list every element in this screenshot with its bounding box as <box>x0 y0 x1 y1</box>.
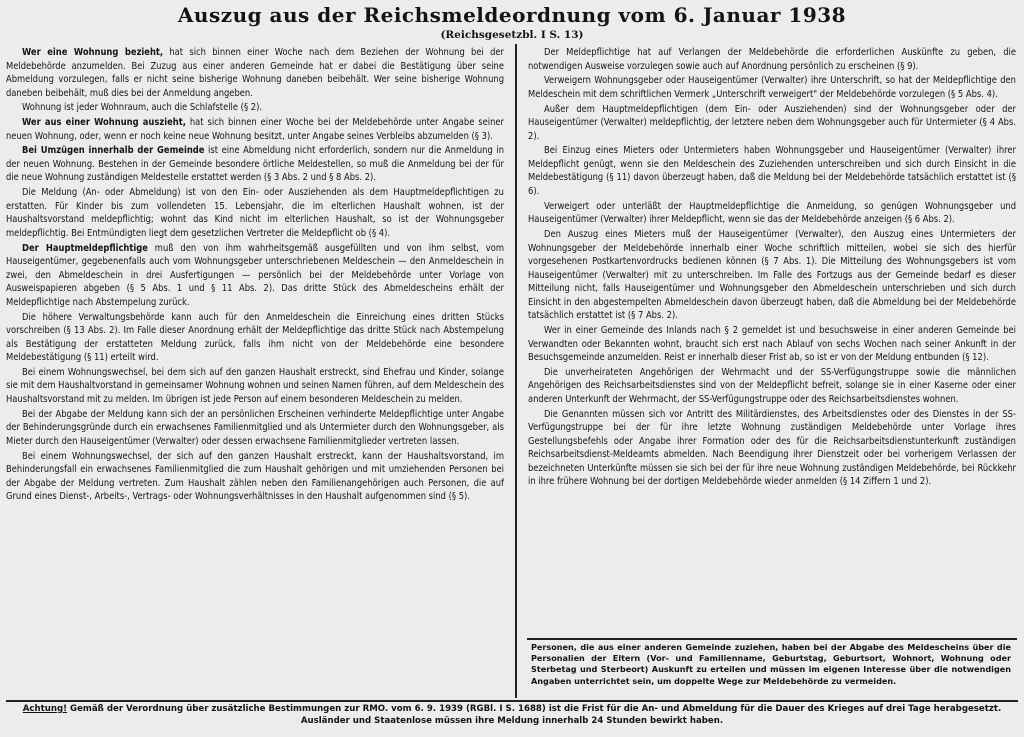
left-column <box>6 46 504 698</box>
paragraph-text: Außer dem Hauptmeldepflichtigen (dem Ein- oder Ausziehenden) sind der Wohnungsgeber oder der Hauseigentümer (Verwalter) meldepflichtig, der letztere neben dem Wohnungsgeber auch für Untermieter (§ 4 Abs. 2). <box>528 103 1016 142</box>
paragraph <box>528 103 1016 144</box>
paragraph <box>528 324 1016 365</box>
notice-box: Personen, die aus einer anderen Gemeinde zuziehen, haben bei der Abgabe des Meldescheins über die Personalien der Eltern (Vor- und Familienname, Geburtstag, Geburtsort, Wohnort, Wohnung oder Sterbetag und Sterbeort) Auskunft zu erteilen und müssen im eigenen Interesse über die notwendigen Angaben unterrichtet sein, um doppelte Wege zur Meldebehörde zu vermeiden. <box>531 642 1011 686</box>
footer-text: Gemäß der Verordnung über zusätzliche Bestimmungen zur RMO. vom 6. 9. 1939 (RGBl. I S. 1688) ist die Frist für die An- und Abmeldung für die Dauer des Krieges auf drei Tage herabgesetzt. Ausländer und Staatenlose müssen ihre Meldung innerhalb 24 Stunden bewirkt haben. <box>67 704 1002 726</box>
paragraph-text: Der Meldepflichtige hat auf Verlangen der Meldebehörde die erforderlichen Auskünfte zu geben, die notwendigen Ausweise vorzulegen sowie auch auf Anordnung persönlich zu erscheinen (§ 9). <box>528 47 1016 72</box>
paragraph <box>6 186 504 240</box>
right-column <box>528 46 1016 640</box>
notice-box-rule <box>527 638 1017 640</box>
paragraph <box>6 450 504 504</box>
paragraph-text: Verweigern Wohnungsgeber oder Hauseigentümer (Verwalter) ihre Unterschrift, so hat der Meldepflichtige den Meldeschein mit dem schriftlichen Vermerk „Unterschrift verweigert" der Meldebehörde vorzulegen (§ 5 Abs. 4). <box>528 75 1016 100</box>
paragraph-text: Verweigert oder unterläßt der Hauptmeldepflichtige die Anmeldung, so genügen Wohnungsgeber und Hauseigentümer (Verwalter) ihrer Meldepflicht, wenn sie das der Meldebehörde anzeigen (§ 6 Abs. 2). <box>528 200 1016 226</box>
paragraph <box>528 200 1016 227</box>
paragraph <box>6 46 504 100</box>
paragraph-text: Die Genannten müssen sich vor Antritt des Militärdienstes, des Arbeitsdienstes oder des Dienstes in der SS-Verfügungstruppe bei der für ihre letzte Wohnung zuständigen Meldebehörde unter Vorlage ihres Gestellungsbefehls oder Angabe ihrer Formation oder des für die Reichsarbeitsdienstunterkunft zuständigen Reichsarbeitsdienst-Meldeamts abmelden. Nach Beendigung ihrer Dienstzeit oder bei vorherigem Verlassen der bezeichneten Unterkünfte müssen sie sich bei der für ihre neue Wohnung zuständigen Meldebehörde, bei Rückkehr in ihre frühere Wohnung bei der dortigen Meldebehörde wieder anmelden (§ 14 Ziffern 1 und 2). <box>528 408 1016 488</box>
column-divider <box>515 44 517 698</box>
paragraph <box>528 366 1016 407</box>
paragraph <box>6 116 504 143</box>
paragraph-text: Bei Einzug eines Mieters oder Untermieters haben Wohnungsgeber und Hauseigentümer (Verwalter) ihrer Meldepflicht genügt, wenn sie den Meldeschein des Zuziehenden unterschreiben und sich durch Einsicht in die Meldebestätigung (§ 11) davon überzeugt haben, daß die Meldung bei der Meldebehörde tatsächlich erstattet ist (§ 6). <box>528 145 1016 198</box>
paragraph <box>6 311 504 365</box>
paragraph-text: Wer in einer Gemeinde des Inlands nach § 2 gemeldet ist und besuchsweise in einer anderen Gemeinde bei Verwandten oder Bekannten wohnt, braucht sich erst nach Ablauf von sechs Wochen nach seiner Ankunft in der Besuchsgemeinde anzumelden. Reist er innerhalb dieser Frist ab, so ist er von der Meldung entbunden (§ 12). <box>528 325 1016 364</box>
paragraph-text: Bei der Abgabe der Meldung kann sich der an persönlichen Erscheinen verhinderte Meldepflichtige unter Angabe der Behinderungsgründe durch ein erwachsenes Familienmitglied und als Untermieter durch den Wohnungsgeber, als Mieter durch den Hauseigentümer (Verwalter) oder dessen erwachsene Familienmitglieder vertreten lassen. <box>6 408 504 447</box>
paragraph <box>6 242 504 310</box>
paragraph-text: muß den von ihm wahrheitsgemäß ausgefüllten und von ihm selbst, vom Hauseigentümer, gegebenenfalls auch vom Wohnungsgeber unterschriebenen Meldeschein — den Anmeldeschein in zwei, den Abmeldeschein in drei Ausfertigungen — persönlich bei der Meldebehörde unter Vorlage von Ausweispapieren abgeben (§ 5 Abs. 1 und § 11 Abs. 2). Das dritte Stück des Abmeldescheins erhält der Meldepflichtige nach Abstempelung zurück. <box>6 242 504 308</box>
paragraph-lead: Der Hauptmeldepflichtige <box>22 242 148 254</box>
footer-warning: Achtung! <box>22 704 68 714</box>
paragraph <box>6 101 504 115</box>
document-subtitle: (Reichsgesetzbl. I S. 13) <box>440 29 584 41</box>
paragraph-text: Wohnung ist jeder Wohnraum, auch die Schlafstelle (§ 2). <box>22 102 263 114</box>
paragraph-text: Die Meldung (An- oder Abmeldung) ist von den Ein- oder Ausziehenden als dem Hauptmeldepflichtigen zu erstatten. Für Kinder bis zum vollendeten 15. Lebensjahr, die im elterlichen Haushalt wohnen, ist der Haushaltsvorstand meldepflichtig; wohnt das Kind nicht im elterlichen Haushalt, so ist der Wohnungsgeber meldepflichtig. Bei Entmündigten liegt dem gesetzlichen Vertreter die Meldepflicht ob (§ 4). <box>6 187 504 239</box>
paragraph <box>528 74 1016 101</box>
paragraph-text: hat sich binnen einer Woche bei der Meldebehörde unter Angabe seiner neuen Wohnung, oder, wenn er noch keine neue Wohnung besitzt, unter Angabe seines Verbleibs abzumelden (§ 3). <box>6 117 504 142</box>
paragraph <box>528 144 1016 198</box>
paragraph <box>528 408 1016 489</box>
document-title: Auszug aus der Reichsmeldeordnung vom 6. Januar 1938 <box>177 3 847 27</box>
paragraph-lead: Bei Umzügen innerhalb der Gemeinde <box>22 145 205 157</box>
paragraph-text: Bei einem Wohnungswechsel, der sich auf den ganzen Haushalt erstreckt, kann der Haushaltsvorstand, im Behinderungsfall ein erwachsenes Familienmitglied die zum Haushalt gehörigen und mit umziehenden Personen bei der Abgabe der Meldung vertreten. Zum Haushalt zählen neben den Familienangehörigen auch Personen, die auf Grund eines Dienst-, Arbeits-, Vertrags- oder Wohnungsverhältnisses in den Haushalt aufgenommen sind (§ 5). <box>6 450 504 503</box>
paragraph-text: Die unverheirateten Angehörigen der Wehrmacht und der SS-Verfügungstruppe sowie die männlichen Angehörigen des Reichsarbeitsdienstes sind von der Meldepflicht befreit, solange sie in einer Kaserne oder einer anderen Unterkunft der Wehrmacht, der SS-Verfügungstruppe oder des Reichsarbeitsdienstes wohnen. <box>528 366 1016 405</box>
paragraph-text: Den Auszug eines Mieters muß der Hauseigentümer (Verwalter), den Auszug eines Untermieters der Wohnungsgeber der Meldebehörde innerhalb einer Woche schriftlich mitteilen, wobei sie sich des hierfür vorgesehenen Postkartenvordrucks bedienen können (§ 7 Abs. 1). Die Mitteilung des Wohnungsgebers ist vom Hauseigentümer (Verwalter) mit zu unterschreiben. Im Falle des Fortzugs aus der Gemeinde bedarf es dieser Mitteilung nicht, falls Hauseigentümer und Wohnungsgeber den Abmeldeschein unterschrieben und sich durch Einsicht in den abgestempelten Abmeldeschein davon überzeugt haben, daß die Abmeldung bei der Meldebehörde tatsächlich erstattet ist (§ 7 Abs. 2). <box>528 229 1016 322</box>
paragraph-text: Die höhere Verwaltungsbehörde kann auch für den Anmeldeschein die Einreichung eines dritten Stücks vorschreiben (§ 13 Abs. 2). Im Falle dieser Anordnung erhält der Meldepflichtige das dritte Stück nach Abstempelung als Bestätigung der erstatteten Meldung zurück, falls ihm nicht von der Meldebehörde eine besondere Meldebestätigung (§ 11) erteilt wird. <box>6 311 504 364</box>
paragraph-lead: Wer eine Wohnung bezieht, <box>22 47 164 58</box>
paragraph-text: ist eine Abmeldung nicht erforderlich, sondern nur die Anmeldung in der neuen Wohnung. Bestehen in der Gemeinde besondere örtliche Meldestellen, so muß die Anmeldung bei der für die neue Wohnung zuständigen Meldestelle erstattet werden (§ 3 Abs. 2 und § 8 Abs. 2). <box>6 145 504 184</box>
paragraph-text: hat sich binnen einer Woche nach dem Beziehen der Wohnung bei der Meldebehörde anzumelden. Bei Zuzug aus einer anderen Gemeinde hat er dabei die Bestätigung über seine Abmeldung vorzulegen, falls er nicht seine bisherige Wohnung daneben beibehält. Wer seine bisherige Wohnung daneben beibehält, muß dies bei der Anmeldung angeben. <box>6 47 504 99</box>
footer-rule <box>6 700 1018 702</box>
paragraph-text: Bei einem Wohnungswechsel, bei dem sich auf den ganzen Haushalt erstreckt, sind Ehefrau und Kinder, solange sie mit dem Haushaltvorstand in gemeinsamer Wohnung wohnen und seinen Namen führen, auf dem Meldeschein des Haushaltsvorstand mit zu melden. Im übrigen ist jede Person auf einem besonderen Meldeschein zu melden. <box>6 366 504 405</box>
paragraph-lead: Wer aus einer Wohnung auszieht, <box>22 117 186 129</box>
footer-notice <box>6 703 1018 727</box>
paragraph <box>6 366 504 407</box>
paragraph <box>528 46 1016 73</box>
paragraph <box>6 144 504 185</box>
paragraph <box>6 408 504 449</box>
paragraph <box>528 228 1016 323</box>
